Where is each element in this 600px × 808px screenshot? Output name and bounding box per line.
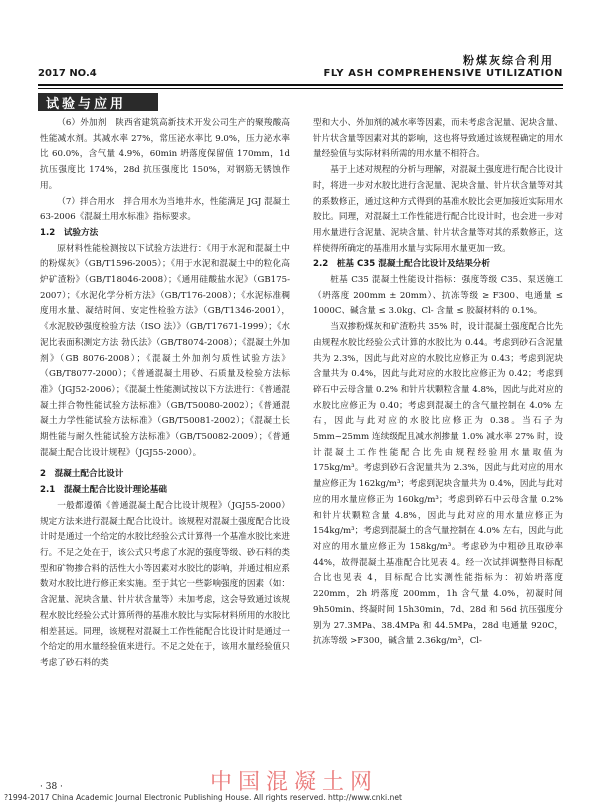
year-issue: 2017 NO.4 <box>38 68 97 79</box>
section-heading: 2.2 桩基 C35 混凝土配合比设计及结果分析 <box>313 259 490 270</box>
paragraph: （7）拌合用水 拌合用水为当地井水，性能满足 JGJ 混凝土 63-2006《混凝土用水标准》指标要求。 <box>40 196 290 223</box>
paragraph: （6）外加剂 陕西省建筑高新技术开发公司生产的聚羧酸高性能减水剂。其减水率 27%，常压泌水率比 9.0%，压力泌水率比 60.0%，含气量 4.9%，60min 坍落度保留值 170mm，1d 抗压强度比 174%，28d 抗压强度比 150%，对钢筋无锈蚀作用。 <box>40 118 290 191</box>
section-heading: 1.2 试验方法 <box>40 227 99 238</box>
journal-english-name: FLY ASH COMPREHENSIVE UTILIZATION <box>323 68 563 79</box>
header-rule-thick <box>38 84 563 86</box>
journal-name: 粉煤灰综合利用 <box>463 54 554 67</box>
page-number: · 38 · <box>40 782 63 792</box>
paragraph: 一般都遵循《普通混凝土配合比设计规程》（JGJ55-2000）规定方法来进行混凝土配合比设计。该规程对混凝土强度配合比设计时是通过一个给定的水胶比经验公式计算得一个基准水胶比来进行。不足之处在于，该公式只考虑了水泥的强度等级、砂石料的类型和矿物掺合料的活性大小等因素对水胶比的影响，并通过相应系数对水胶比进行修正来实施。至于其它一些影响强度的因素（如：含泥量、泥块含量、针片状含量等）未加考虑，这会导致通过该规程水胶比经验公式计算所得的基准水胶比与实际材料所用的水胶比相差甚远。同理，该规程对混凝土工作性能配合比设计时是通过一个给定的用水量经验值来进行。不足之处在于，该用水量经验值只考虑了砂石料的类 <box>40 500 290 668</box>
paragraph: 基于上述对规程的分析与理解，对混凝土强度进行配合比设计时，将进一步对水胶比进行含泥量、泥块含量、针片状含量等对其的系数修正，通过这种方式得到的基准水胶比会更加接近实际用水胶比。同理，对混凝土工作性能进行配合比设计时，也会进一步对用水量进行含泥量、泥块含量、针片状含量等对其的系数修正，这样使得所确定的基准用水量与实际用水量更加一致。 <box>313 165 563 254</box>
section-banner-title: 试验与应用 <box>46 97 127 112</box>
paragraph: 型和大小、外加剂的减水率等因素，而未考虑含泥量、泥块含量、针片状含量等因素对其的影响，这也将导致通过该规程确定的用水量经验值与实际材料所需的用水量不相符合。 <box>313 118 563 160</box>
left-column <box>40 116 290 672</box>
paragraph: 原材料性能检测按以下试验方法进行：《用于水泥和混凝土中的粉煤灰》（GB/T1596-2005）；《用于水泥和混凝土中的粒化高炉矿渣粉》（GB/T18046-2008）；《通用硅酸盐水泥》（GB175-2007）；《水泥化学分析方法》（GB/T176-2008）；《水泥标准稠度用水量、凝结时间、安定性检验方法》（GB/T1346-2001），《水泥胶砂强度检验方法（ISO 法）》（GB/T17671-1999）；《水泥比表面积测定方法 勃氏法》（GB/T8074-2008）；《混凝土外加剂》（GB 8076-2008）；《混凝土外加剂匀质性试验方法》（GB/T8077-2000）；《普通混凝土用砂、石质量及检验方法标准》（JGJ52-2006）；《混凝土性能测试按以下方法进行：《普通混凝土拌合物性能试验方法标准》（GB/T50080-2002）；《普通混凝土力学性能试验方法标准》（GB/T50081-2002）；《混凝土长期性能与耐久性能试验方法标准》（GB/T50082-2009）；《普通混凝土配合比设计规程》（JGJ55-2000）。 <box>40 243 290 458</box>
section-heading: 2.1 混凝土配合比设计理论基础 <box>40 485 167 496</box>
paragraph: 桩基 C35 混凝土性能设计指标：强度等级 C35、泵送施工（坍落度 200mm ± 20mm）、抗冻等级 ≥ F300、电通量 ≤ 1000C、碱含量 ≤ 3.0kg、Cl- 含量 ≤ 胶凝材料的 0.1%。 <box>313 275 563 317</box>
header-rule-thin <box>38 88 563 89</box>
section-banner <box>38 93 158 111</box>
running-header <box>38 68 563 82</box>
paragraph: 当双掺粉煤灰和矿渣粉共 35% 时，设计混凝土强度配合比先由规程水胶比经验公式计算的水胶比为 0.44。考虑到砂石含泥量共为 2.3%，因此与此对应的水胶比应修正为 0.43；考虑到泥块含量共为 0.4%，因此与此对应的水胶比应修正为 0.42；考虑到碎石中云母含量 0.2% 和针片状颗粒含量 4.8%，因此与此对应的水胶比应修正为 0.40；考虑到混凝土的含气量控制在 4.0% 左右，因此与此对应的水胶比应修正为 0.38。当石子为 5mm~25mm 连续级配且减水剂掺量 1.0% 减水率 27% 时，设计混凝土工作性能配合比先由规程经验用水量取值为 175kg/m³。考虑到砂石含泥量共为 2.3%，因此与此对应的用水量应修正为 162kg/m³；考虑到泥块含量共为 0.4%，因此与此对应的用水量应修正为 160kg/m³；考虑到碎石中云母含量 0.2% 和针片状颗粒含量 4.8%，因此与此对应的用水量应修正为 154kg/m³；考虑到混凝土的含气量控制在 4.0% 左右，因此与此对应的用水量应修正为 158kg/m³。考虑砂为中粗砂且取砂率 44%，故得混凝土基准配合比见表 4。经一次试拌调整得目标配合比也见表 4，目标配合比实测性能指标为：初始坍落度 220mm，2h 坍落度 200mm，1h 含气量 4.0%，初凝时间 9h50min、终凝时间 15h30min，7d、28d 和 56d 抗压强度分别为 27.3MPa、38.4MPa 和 44.5MPa，28d 电通量 920C，抗冻等级 >F300，碱含量 2.36kg/m³，Cl- <box>313 322 563 647</box>
footer-copyright: ?1994-2017 China Academic Journal Electronic Publishing House. All rights reserved. http://www.cnki.net <box>4 793 403 802</box>
watermark: 中国混凝土网 <box>210 770 379 795</box>
section-heading: 2 混凝土配合比设计 <box>40 469 124 480</box>
right-column <box>313 116 563 650</box>
